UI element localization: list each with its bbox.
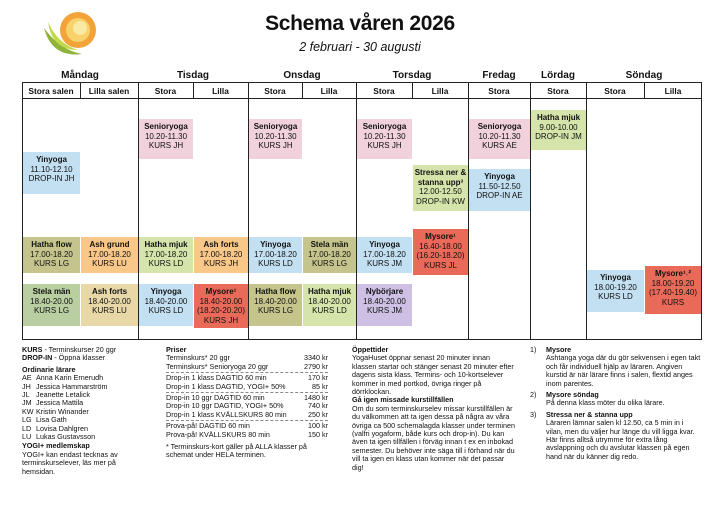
class-tag: DROP-IN JM [535,132,582,142]
class-name: Nybörjare [365,287,404,296]
class-name: Hatha flow [31,240,72,249]
class-tag: KURS LU [92,306,127,316]
teacher-name: Anna Karin Ernerudh [36,373,104,383]
day-tuesday: Tisdag [176,70,210,81]
class-block[interactable] [357,284,412,326]
legend-kurs: KURS [22,345,43,354]
missed-text: Om du som terminskurselev missar kurstillfällen är du välkommen att ta igen dessa på några av våra övriga ca 500 schemalagda klasser under terminen (valfri yogaform, både kurs och drop-in). Du kan även ta igen tillfällen i förväg innan t ex en inbokad semester. Du behöver inte säga till i förhand när du vill ta igen en klass utan kommer när det passar dig! [352,403,516,472]
class-name: Senioryoga [362,122,407,131]
class-time: 10.20-11.30 [254,131,297,141]
class-block[interactable] [357,119,412,159]
class-block[interactable] [587,270,644,312]
class-name: Senioryoga [144,122,188,131]
class-name: Yinyoga [150,287,182,296]
price-label: Drop-in 1 klass DAGTID, YOGI+ 50% [166,381,286,391]
legend [22,346,140,476]
footnote [530,411,702,461]
class-block[interactable] [469,169,530,211]
col-wed-stora: Stora [264,86,286,96]
price-value: 3340 kr [304,353,328,363]
footnote-number: 2) [530,390,537,400]
teacher-name: Jessica Mattila [36,398,84,408]
price-label: Prova-på! DAGTID 60 min [166,421,250,431]
class-tag: KURS JH [148,141,184,151]
price-label: Prova-på! KVÄLLSKURS 80 min [166,429,270,439]
price-label: Drop-in 1 klass KVÄLLSKURS 80 min [166,409,287,419]
class-time: 17.00-18.20 [30,249,73,259]
day-saturday: Lördag [541,70,575,81]
class-name: Hatha flow [255,287,296,296]
prices [166,346,328,460]
class-name: Senioryoga [253,122,298,131]
legend-dropin: DROP-IN [22,353,53,363]
price-label: Drop-in 10 ggr DAGTID 60 min [166,393,265,403]
col-sun-lilla: Lilla [664,86,682,96]
teacher-name: Lovisa Dahlgren [36,423,88,433]
footnote-title: Stressa ner & stanna upp [546,409,633,419]
footnote-text: Läraren lämnar salen kl 12.50, ca 5 min in i vilan, men du väljer hur länge du vill ligga kvar. Här finns alltså utrymme för extra lång avslappning och du avslutar klassen på egen hand när du känner dig redo. [546,418,695,461]
yogi-text: YOGI+ kan endast tecknas av terminskurselever, läs mer på hemsidan. [22,449,118,476]
class-time: 17.00-18.20 [254,249,297,259]
class-tag: KURS LG [33,306,70,316]
price-row [166,411,328,419]
legend-kurs-text: - Terminskurser 20 ggr [42,345,117,354]
teacher-name: Jeanette Letalick [36,390,90,400]
class-tag: KURS LG [311,259,348,269]
col-thu-stora: Stora [373,86,395,96]
teacher-code: LU [22,432,32,442]
teacher-code: JL [22,390,30,400]
class-block[interactable] [23,152,80,194]
day-sunday: Söndag [625,70,663,81]
price-value: 250 kr [308,409,328,419]
price-value: 1480 kr [304,393,328,403]
class-tag: KURS LG [257,306,294,316]
class-time: 18.00-19.20 [594,282,637,292]
class-block[interactable] [469,119,530,159]
class-block[interactable] [81,284,138,326]
class-tag: KURS LD [258,259,293,269]
footnote-number: 3) [530,409,537,419]
class-time: 12.00-12.50 [419,187,462,197]
footnote-text: Ashtanga yoga där du gör sekvensen i egen takt och får individuell hjälp av läraren. Angiven kurstid är när lärare finns i salen, flextid anges inom parentes. [546,353,701,388]
price-label: Terminskurs* 20 ggr [166,353,230,363]
price-row [166,363,328,371]
page-subtitle: 2 februari - 30 augusti [299,40,421,54]
class-time-flex: (16.20-18.20) [416,251,465,261]
class-time: 9.00-10.00 [539,122,578,132]
class-name: Senioryoga [477,122,522,131]
class-tag: KURS JH [367,141,402,151]
class-time-flex: (17.40-19.40) [648,288,698,298]
class-name: Stela män [32,287,71,296]
footnote [530,391,702,408]
price-value: 100 kr [308,421,328,431]
col-fri-stora: Stora [488,86,510,96]
teacher-name: Lisa Gath [36,415,67,425]
class-block[interactable] [139,119,193,159]
open-title: Öppettider [352,345,389,354]
class-tag: KURS JM [366,259,403,269]
class-block[interactable] [194,284,248,328]
teacher-code: LG [22,415,32,425]
class-time: 17.00-18.20 [199,249,243,259]
class-time: 18.40-20.00 [254,296,297,306]
price-row [166,383,328,391]
footnote-title: Mysore [546,345,572,354]
class-block[interactable] [23,237,80,273]
col-tue-lilla: Lilla [212,86,229,96]
class-time: 18.40-20.00 [88,296,131,306]
col-wed-lilla: Lilla [320,86,338,96]
class-time: 18.40-20.00 [30,296,73,306]
class-name: Ash forts [91,287,128,296]
teacher-name: Jessica Hammarström [36,381,108,391]
missed-title: Gå igen missade kurstillfällen [352,395,454,405]
class-block[interactable] [303,237,356,273]
class-tag: KURS LD [148,306,184,316]
class-time: 17.00-18.20 [144,249,188,259]
class-name: Ash grund [89,240,130,249]
class-block[interactable] [194,237,248,273]
open-text: YogaHuset öppnar senast 20 minuter innan klassen startar och stänger senast 20 minuter efter dagens sista klass. Termins- och 10-kortselever kommer in med portkod, övriga ringer på dörrklockan. [352,353,514,397]
class-tag: KURS JM [366,306,403,316]
class-block[interactable] [139,284,193,326]
class-name: Hatha mjuk [144,240,188,249]
class-block[interactable] [249,119,302,159]
class-block[interactable] [139,237,193,273]
teacher-list [22,374,140,441]
class-block[interactable] [249,284,302,326]
class-block[interactable] [357,237,412,273]
price-value: 2790 kr [304,361,328,371]
class-tag: KURS JL [424,260,457,270]
price-label: Terminskurs* Senioryoga 20 ggr [166,361,269,371]
class-block[interactable] [81,237,138,273]
class-time: 17.00-18.20 [363,249,406,259]
class-block[interactable] [645,266,701,314]
class-tag: KURS LD [312,306,347,316]
class-block[interactable] [249,237,302,273]
footnote [530,346,702,388]
class-time: 18.40-20.00 [363,296,406,306]
col-tue-stora: Stora [154,86,177,96]
teachers-title: Ordinarie lärare [22,364,76,374]
class-name: Ash forts [203,240,239,249]
teacher-code: JM [22,398,32,408]
column-header-divider [22,98,702,99]
col-mon-stora: Stora salen [28,86,74,96]
class-name: Yinyoga [484,172,515,181]
teacher-name: Kristin Winander [36,406,89,416]
class-tag: KURS [661,297,685,307]
col-sun-stora: Stora [604,86,626,96]
col-thu-lilla: Lilla [431,86,449,96]
class-block[interactable] [413,229,468,275]
class-name: Yinyoga [260,240,291,249]
class-name: Yinyoga [369,240,400,249]
price-label: Drop-in 1 klass DAGTID 60 min [166,373,267,383]
footnotes [530,346,702,461]
day-monday: Måndag [61,70,99,81]
day-wednesday: Onsdag [283,70,321,81]
day-thursday: Torsdag [392,70,432,81]
col-sat-stora: Stora [547,86,569,96]
price-value: 740 kr [308,401,328,411]
prices-title: Priser [166,345,187,354]
yogi-title: YOGI+ medlemskap [22,441,90,451]
day-friday: Fredag [482,70,516,81]
teacher-code: KW [22,406,34,416]
legend-dropin-text: - Öppna klasser [52,353,106,363]
teacher-code: LD [22,423,32,433]
class-time: 10.20-11.30 [363,131,406,141]
price-value: 85 kr [312,381,328,391]
class-name: Yinyoga [36,155,67,164]
class-time: 18.40-20.00 [144,296,188,306]
class-tag: KURS JH [258,141,293,151]
price-note: * Terminskurs-kort gäller på ALLA klasser på schemat under HELA terminen. [166,442,307,460]
class-name: Hatha mjuk [307,287,352,296]
footnote-number: 1) [530,345,537,354]
class-time: 11.10-12.10 [30,164,73,174]
class-tag: DROP-IN JH [28,174,75,184]
class-block[interactable] [23,284,80,326]
class-tag: KURS JH [203,259,239,269]
class-time: 17.00-18.20 [88,249,131,259]
class-time: 17.00-18.20 [308,249,351,259]
class-time: 18.00-19.20 [651,278,695,288]
teacher-code: JH [22,381,31,391]
class-name: Yinyoga [600,273,631,282]
class-time: 11.50-12.50 [478,181,521,191]
class-name: Mysore¹ [205,287,237,296]
class-block[interactable] [531,110,586,150]
price-row [166,431,328,439]
class-block[interactable] [413,165,468,211]
class-name: Mysore¹ [425,232,456,241]
price-value: 170 kr [308,373,328,383]
class-time: 10.20-11.30 [144,131,188,141]
class-tag: KURS LU [92,259,127,269]
teacher-code: AE [22,373,32,383]
info [352,346,516,472]
price-label: Drop-in 10 ggr DAGTID, YOGI+ 50% [166,401,284,411]
class-name: Stressa ner & stanna upp³ [414,168,467,187]
class-tag: KURS JH [203,315,239,325]
class-time: 18.40-20.00 [308,296,351,306]
class-time-flex: (18.20-20.20) [196,306,246,316]
footnote-text: På denna klass möter du olika lärare. [546,398,665,408]
page-title: Schema våren 2026 [265,12,455,35]
class-tag: DROP-IN AE [476,191,523,201]
class-name: Hatha mjuk [536,113,581,122]
class-name: Stela män [310,240,349,249]
price-value: 150 kr [308,429,328,439]
class-tag: DROP-IN KW [416,196,465,206]
class-tag: KURS LG [33,259,70,269]
class-tag: KURS LD [148,259,184,269]
class-tag: KURS LD [598,292,633,302]
class-block[interactable] [303,284,356,326]
class-time: 16.40-18.00 [419,241,462,251]
col-mon-lilla: Lilla salen [88,86,130,96]
class-time: 18.40-20.00 [199,296,243,306]
class-tag: KURS AE [482,141,517,151]
teacher-name: Lukas Gustavsson [36,432,96,442]
class-name: Mysore¹˒² [654,269,691,278]
footnote-title: Mysore söndag [546,390,599,400]
class-time: 10.20-11.30 [478,131,521,141]
